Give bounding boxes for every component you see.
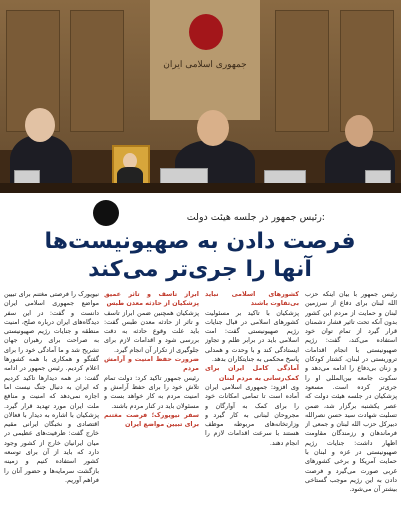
- article-kicker: رئیس جمهور در جلسه هیئت دولت:: [186, 212, 325, 223]
- column-text: رئیس جمهور تاکید کرد: دولت تمام تلاش خود را برای حفظ آرامش و امنیت مردم به کار خواهد بست و مسئولان باید در کنار مردم باشند.: [104, 373, 199, 410]
- column-text: وی افزود: جمهوری اسلامی ایران آماده است تا تمامی امکانات خود را برای کمک به آوارگان و مجروحان لبنانی به کار گیرد و وزارتخانه‌های مربوطه موظف هستند با سرعت اقدامات لازم را انجام دهند.: [205, 382, 299, 447]
- article-column-2: [205, 290, 299, 505]
- column-subheading: سفر نیویورک؛ فرصت مغتنم برای تبیین مواضع ایران: [104, 410, 199, 429]
- column-subheading: آمادگی کامل ایران برای کمک‌رسانی به مردم لبنان: [205, 364, 299, 382]
- person-left-head: [25, 108, 55, 142]
- column-text: مسعود پزشکیان در جلسه هیئت دولت که عصر یکشنبه برگزار شد، ضمن تسلیت شهادت سید حسن نصرالله دبیرکل حزب الله لبنان و جمعی از فرماندهان و رزمندگان مقاومت اظهار داشت: جنایات رژیم صهیونیستی در غزه و لبنان با حمایت آمریکا و برخی کشورهای غربی صورت می‌گیرد و فرصت دادن به این رژیم موجب گستاخی بیشتر آن می‌شود.: [305, 382, 397, 494]
- headline-line-2: آنها را جری‌تر می‌کند: [88, 257, 312, 282]
- article-column-3: [104, 290, 199, 505]
- column-subheading: ابراز تاسف و تاثر عمیق پزشکیان از حادثه معدن طبس: [104, 290, 199, 308]
- article-column-1: [305, 290, 397, 505]
- desk-edge: [0, 183, 401, 193]
- iran-emblem-icon: [189, 14, 223, 50]
- column-text: رئیس جمهور در ادامه گفت: در همه دیدارها تاکید کردیم که ایران به دنبال جنگ نیست اما اجازه نمی‌دهد که امنیت و منافع ملت ایران مورد تهدید قرار گیرد. پزشکیان با اشاره به دیدار با فعالان اقتصادی و نخبگان ایرانی مقیم خارج گفت: ظرفیت‌های عظیمی در میان ایرانیان خارج از کشور وجود دارد که باید از آن برای توسعه کشور استفاده کنیم و زمینه بازگشت سرمایه‌ها و حضور آنان را فراهم آوریم.: [4, 364, 99, 484]
- wall-panel: [70, 10, 124, 132]
- column-subheading: ضرورت حفظ امنیت و آرامش مردم: [104, 355, 199, 373]
- column-text: پزشکیان همچنین ضمن ابراز تاسف و تاثر از حادثه معدن طبس گفت: باید علت وقوع حادثه به دقت بررسی شود و اقدامات لازم برای جلوگیری از تکرار آن انجام گیرد.: [104, 308, 199, 354]
- headline-line-1: فرصت دادن به صهیونیست‌ها: [44, 229, 356, 254]
- column-text: رئیس جمهور با بیان اینکه حزب الله لبنان برای دفاع از سرزمین لبنان و حمایت از مردم این کشور بدون آنکه تحت تاثیر فشار دشمنان قرار گیرد از تمام توان خود استفاده می‌کند، گفت: رژیم صهیونیستی با انجام اقدامات تروریستی در لبنان، کشتار کودکان و زنان بی‌دفاع را ادامه می‌دهد و سکوت جامعه بین‌المللی او را جری‌تر کرده است.: [305, 290, 397, 391]
- emblem-caption: جمهوری اسلامی ایران: [163, 60, 247, 70]
- column-subheading: کشورهای اسلامی نباید بی‌تفاوت باشند: [205, 290, 299, 308]
- wall-panel: [340, 10, 394, 132]
- column-text: پزشکیان با تاکید بر مسئولیت کشورهای اسلامی در قبال جنایات رژیم صهیونیستی گفت: امت اسلامی باید در برابر ظلم و تجاوز ایستادگی کند و با وحدت و همدلی پاسخ محکمی به جنایتکاران بدهد.: [205, 308, 299, 364]
- wall-panel: [275, 10, 329, 132]
- person-center-head: [197, 110, 229, 146]
- article-headline: [10, 228, 390, 284]
- column-text: نیویورک را فرصتی مغتنم برای تبیین مواضع جمهوری اسلامی ایران دانست و گفت: در این سفر دیدگاه‌های ایران درباره صلح، امنیت منطقه و جنایات رژیم صهیونیستی به صراحت برای رهبران جهان تشریح شد و ما آمادگی خود را برای گفتگو و همکاری با همه کشورها اعلام کردیم.: [4, 290, 99, 373]
- cabinet-meeting-photo: [0, 0, 401, 193]
- person-right-head: [345, 115, 373, 147]
- article-column-4: [4, 290, 99, 505]
